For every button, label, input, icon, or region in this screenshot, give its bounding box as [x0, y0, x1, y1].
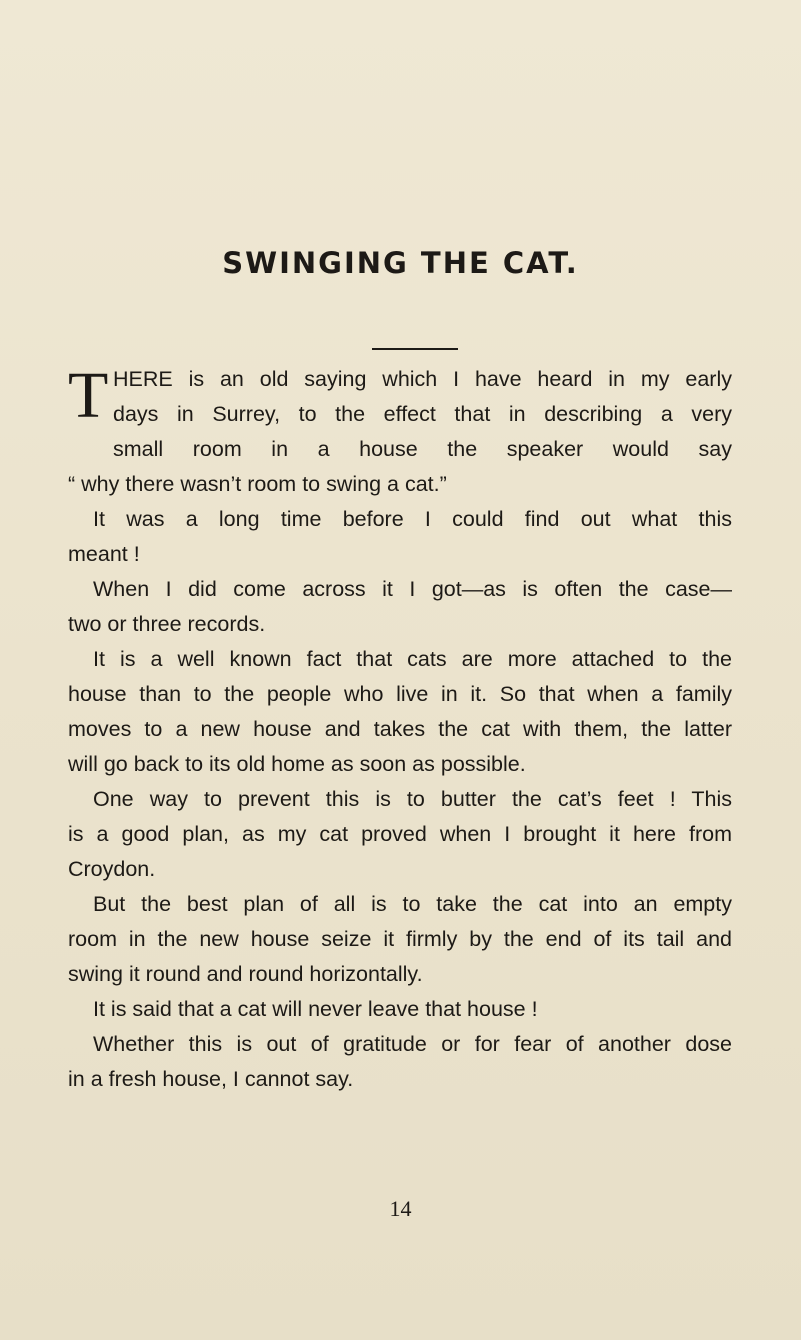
title-divider — [372, 348, 458, 350]
text-line: But the best plan of all is to take the cat into an empty — [93, 892, 732, 916]
text-line: will go back to its old home as soon as possible. — [68, 752, 526, 776]
text-line: in a fresh house, I cannot say. — [68, 1067, 354, 1091]
drop-cap: T — [68, 359, 109, 432]
page-number: 14 — [389, 1196, 412, 1221]
text-line: It is a well known fact that cats are more attached to the — [93, 647, 732, 671]
chapter-title: SWINGING THE CAT. — [222, 246, 579, 280]
text-line: “ why there wasn’t room to swing a cat.” — [68, 472, 447, 496]
text-line: moves to a new house and takes the cat with them, the latter — [68, 717, 732, 741]
opening-paragraph — [68, 359, 732, 502]
body-text — [68, 359, 732, 1097]
text-line: house than to the people who live in it. So that when a family — [68, 682, 732, 706]
text-line: two or three records. — [68, 612, 266, 636]
text-line: swing it round and round horizontally. — [68, 962, 423, 986]
text-line: Whether this is out of gratitude or for fear of another dose — [93, 1032, 732, 1056]
text-line: is a good plan, as my cat proved when I brought it here from — [68, 822, 732, 846]
text-line: It is said that a cat will never leave that house ! — [93, 997, 538, 1021]
text-line: When I did come across it I got—as is often the case— — [93, 577, 732, 601]
text-line: meant ! — [68, 542, 140, 566]
text-line: Croydon. — [68, 857, 156, 881]
text-line: days in Surrey, to the effect that in describing a very — [113, 402, 732, 426]
text-line: It was a long time before I could find out what this — [93, 507, 732, 531]
text-line: room in the new house seize it firmly by the end of its tail and — [68, 927, 732, 951]
text-line: small room in a house the speaker would say — [113, 437, 732, 461]
text-line: One way to prevent this is to butter the cat’s feet ! This — [93, 787, 732, 811]
text-line: HERE is an old saying which I have heard in my early — [113, 367, 732, 391]
